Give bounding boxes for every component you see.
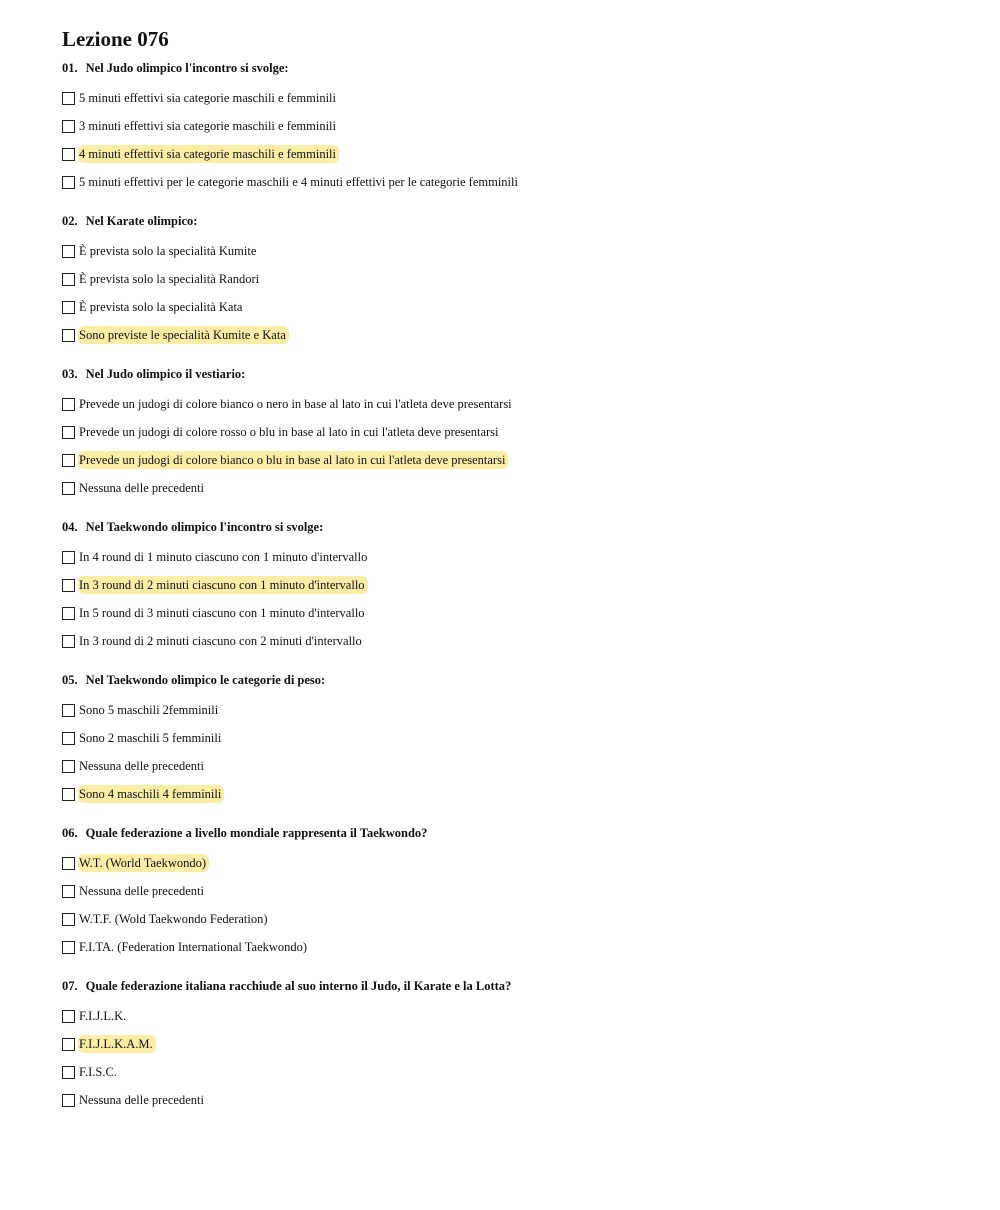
answer-option[interactable] <box>62 265 962 293</box>
answer-option[interactable] <box>62 627 962 655</box>
option-label: Sono 2 maschili 5 femminili <box>79 731 222 745</box>
checkbox[interactable] <box>62 704 75 717</box>
checkbox[interactable] <box>62 120 75 133</box>
checkbox[interactable] <box>62 607 75 620</box>
checkbox[interactable] <box>62 454 75 467</box>
option-label: F.I.J.L.K. <box>79 1009 127 1023</box>
question-block <box>62 213 962 349</box>
option-label: È prevista solo la specialità Kumite <box>79 244 257 258</box>
question-heading <box>62 60 962 76</box>
checkbox[interactable] <box>62 635 75 648</box>
option-label: Nessuna delle precedenti <box>79 481 204 495</box>
option-label: È prevista solo la specialità Kata <box>79 300 243 314</box>
option-label: In 3 round di 2 minuti ciascuno con 2 minuti d'intervallo <box>79 634 362 648</box>
question-heading <box>62 213 962 229</box>
checkbox[interactable] <box>62 245 75 258</box>
answer-option[interactable] <box>62 390 962 418</box>
option-label: In 3 round di 2 minuti ciascuno con 1 minuto d'intervallo <box>78 576 368 594</box>
answer-option-highlighted[interactable] <box>62 321 962 349</box>
option-label: F.I.S.C. <box>79 1065 117 1079</box>
question-block <box>62 366 962 502</box>
question-list <box>62 60 962 1114</box>
checkbox[interactable] <box>62 148 75 161</box>
question-block <box>62 825 962 961</box>
question-heading <box>62 519 962 535</box>
checkbox[interactable] <box>62 579 75 592</box>
checkbox[interactable] <box>62 176 75 189</box>
answer-option[interactable] <box>62 1086 962 1114</box>
option-label: F.I.TA. (Federation International Taekwondo) <box>79 940 308 954</box>
checkbox[interactable] <box>62 426 75 439</box>
question-text: Nel Judo olimpico l'incontro si svolge: <box>85 61 289 75</box>
document-page <box>62 26 962 1131</box>
answer-option[interactable] <box>62 752 962 780</box>
question-text: Nel Judo olimpico il vestiario: <box>85 367 246 381</box>
checkbox[interactable] <box>62 1038 75 1051</box>
checkbox[interactable] <box>62 301 75 314</box>
checkbox[interactable] <box>62 92 75 105</box>
answer-option[interactable] <box>62 293 962 321</box>
option-label: 5 minuti effettivi sia categorie maschili e femminili <box>79 91 336 105</box>
answer-option[interactable] <box>62 84 962 112</box>
question-text: Nel Taekwondo olimpico le categorie di peso: <box>85 673 326 687</box>
checkbox[interactable] <box>62 857 75 870</box>
question-number: 07. <box>62 979 78 993</box>
answer-option-highlighted[interactable] <box>62 140 962 168</box>
option-label: In 4 round di 1 minuto ciascuno con 1 minuto d'intervallo <box>79 550 368 564</box>
answer-option-highlighted[interactable] <box>62 780 962 808</box>
page-title: Lezione 076 <box>62 27 169 51</box>
question-number: 05. <box>62 673 78 687</box>
option-label: Sono 5 maschili 2femminili <box>79 703 219 717</box>
answer-option-highlighted[interactable] <box>62 446 962 474</box>
checkbox[interactable] <box>62 732 75 745</box>
option-label: Sono 4 maschili 4 femminili <box>78 785 224 803</box>
checkbox[interactable] <box>62 885 75 898</box>
question-text: Nel Karate olimpico: <box>85 214 198 228</box>
question-number: 04. <box>62 520 78 534</box>
option-label: 3 minuti effettivi sia categorie maschili e femminili <box>79 119 336 133</box>
checkbox[interactable] <box>62 760 75 773</box>
option-label: Prevede un judogi di colore bianco o blu in base al lato in cui l'atleta deve presentarsi <box>78 451 508 469</box>
answer-option[interactable] <box>62 877 962 905</box>
option-label: È prevista solo la specialità Randori <box>79 272 260 286</box>
checkbox[interactable] <box>62 273 75 286</box>
checkbox[interactable] <box>62 551 75 564</box>
answer-option[interactable] <box>62 905 962 933</box>
checkbox[interactable] <box>62 1010 75 1023</box>
answer-option[interactable] <box>62 599 962 627</box>
checkbox[interactable] <box>62 941 75 954</box>
answer-option[interactable] <box>62 418 962 446</box>
question-block <box>62 978 962 1114</box>
answer-option[interactable] <box>62 474 962 502</box>
checkbox[interactable] <box>62 1094 75 1107</box>
question-heading <box>62 978 962 994</box>
answer-option[interactable] <box>62 543 962 571</box>
answer-option[interactable] <box>62 696 962 724</box>
answer-option-highlighted[interactable] <box>62 1030 962 1058</box>
option-label: Nessuna delle precedenti <box>79 884 204 898</box>
answer-option[interactable] <box>62 933 962 961</box>
option-label: W.T.F. (Wold Taekwondo Federation) <box>79 912 268 926</box>
checkbox[interactable] <box>62 329 75 342</box>
answer-option[interactable] <box>62 724 962 752</box>
answer-option-highlighted[interactable] <box>62 849 962 877</box>
question-number: 03. <box>62 367 78 381</box>
question-block <box>62 519 962 655</box>
answer-option[interactable] <box>62 237 962 265</box>
question-heading <box>62 366 962 382</box>
option-label: In 5 round di 3 minuti ciascuno con 1 minuto d'intervallo <box>79 606 365 620</box>
question-number: 02. <box>62 214 78 228</box>
question-number: 01. <box>62 61 78 75</box>
option-label: Nessuna delle precedenti <box>79 1093 204 1107</box>
option-label: Nessuna delle precedenti <box>79 759 204 773</box>
question-block <box>62 672 962 808</box>
option-label: Sono previste le specialità Kumite e Kata <box>78 326 289 344</box>
checkbox[interactable] <box>62 398 75 411</box>
question-heading <box>62 825 962 841</box>
question-heading <box>62 672 962 688</box>
option-label: 4 minuti effettivi sia categorie maschili e femminili <box>78 145 339 163</box>
option-label: Prevede un judogi di colore rosso o blu in base al lato in cui l'atleta deve presentarsi <box>79 425 499 439</box>
question-text: Quale federazione italiana racchiude al suo interno il Judo, il Karate e la Lotta? <box>85 979 512 993</box>
option-label: W.T. (World Taekwondo) <box>78 854 209 872</box>
checkbox[interactable] <box>62 913 75 926</box>
option-label: 5 minuti effettivi per le categorie maschili e 4 minuti effettivi per le categorie femminili <box>79 175 518 189</box>
question-number: 06. <box>62 826 78 840</box>
answer-option-highlighted[interactable] <box>62 571 962 599</box>
answer-option[interactable] <box>62 168 962 196</box>
question-text: Quale federazione a livello mondiale rappresenta il Taekwondo? <box>85 826 428 840</box>
answer-option[interactable] <box>62 1002 962 1030</box>
question-text: Nel Taekwondo olimpico l'incontro si svolge: <box>85 520 324 534</box>
question-block <box>62 60 962 196</box>
answer-option[interactable] <box>62 112 962 140</box>
option-label: Prevede un judogi di colore bianco o nero in base al lato in cui l'atleta deve presentarsi <box>79 397 512 411</box>
option-label: F.I.J.L.K.A.M. <box>78 1035 156 1053</box>
checkbox[interactable] <box>62 482 75 495</box>
checkbox[interactable] <box>62 788 75 801</box>
checkbox[interactable] <box>62 1066 75 1079</box>
answer-option[interactable] <box>62 1058 962 1086</box>
